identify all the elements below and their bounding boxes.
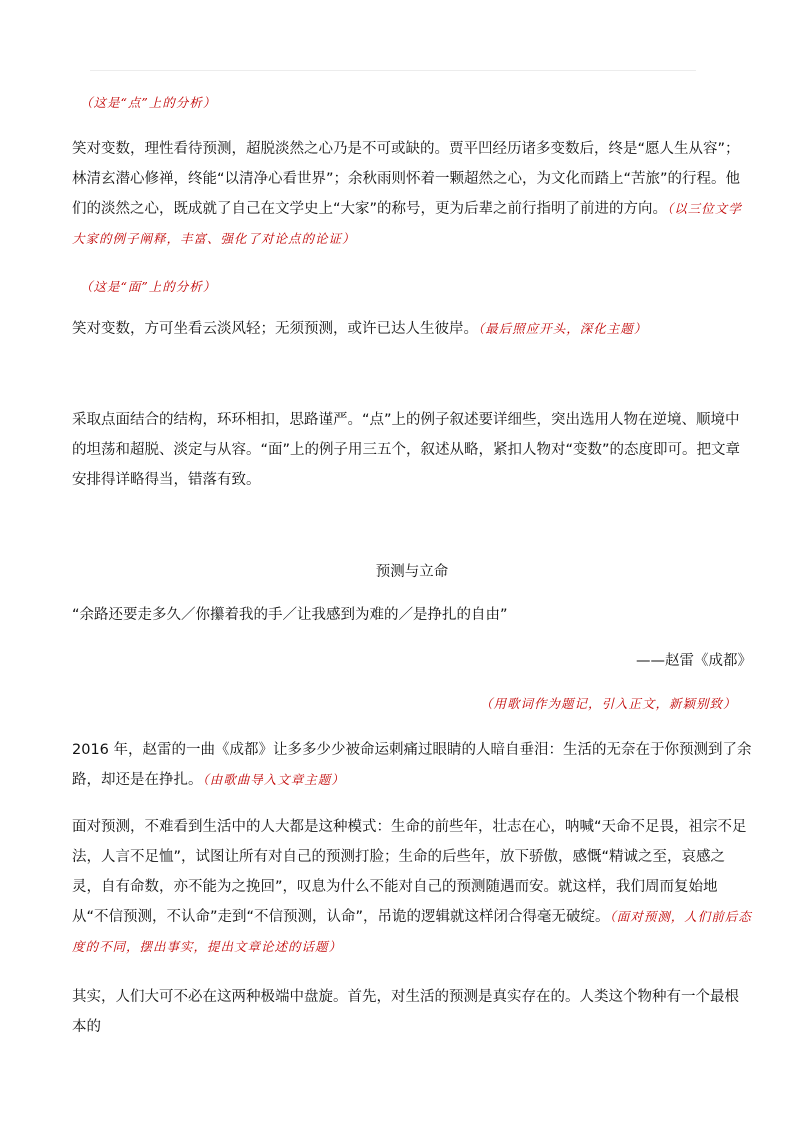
paragraph-4-text: 面对预测，不难看到生活中的人大都是这种模式：生命的前些年，壮志在心，呐喊“天命不足畏，祖宗不足法，人言不足恤”，试图让所有对自己的预测打脸；生命的后些年，放下骄傲，感慨“精诚之至，哀感之灵，自有命数，亦不能为之挽回”，叹息为什么不能对自己的预测随遇而安。就这样，我们周而复始地从“不信预测，不认命”走到“不信预测，认命”，吊诡的逻辑就这样闭合得毫无破绽。	[72, 819, 747, 925]
paragraph-3-annotation: （由歌曲导入文章主题）	[202, 772, 345, 787]
annotation-face-analysis: （这是“面”上的分析）	[80, 279, 217, 294]
epigraph-source-block	[72, 646, 752, 676]
paragraph-2-annotation: （最后照应开头，深化主题）	[478, 321, 648, 336]
paragraph-5	[72, 982, 752, 1042]
paragraph-4-annotation: （面对预测，人们前后态度的不同，摆出事实，提出文章论述的话题）	[72, 909, 752, 954]
header-rule	[90, 70, 696, 71]
paragraph-1	[72, 134, 752, 254]
epigraph: “余路还要走多久／你攥着我的手／让我感到为难的／是挣扎的自由”	[72, 607, 508, 623]
paragraph-1-annotation: （以三位文学大家的例子阐释，丰富、强化了对论点的论证）	[72, 201, 742, 246]
paragraph-4	[72, 812, 752, 962]
paragraph-3	[72, 735, 752, 795]
paragraph-1-text: 笑对变数，理性看待预测，超脱淡然之心乃是不可或缺的。贾平凹经历诸多变数后，终是“愿人生从容”；林清玄潜心修禅，终能“以清净心看世界”；余秋雨则怀着一颗超然之心，为文化而踏上“苦旅”的行程。他们的淡然之心，既成就了自己在文学史上“大家”的称号，更为后辈之前行指明了前进的方向。	[72, 141, 741, 217]
paragraph-2	[72, 314, 752, 344]
essay-title: 预测与立命	[375, 564, 449, 580]
annotation-point-analysis: （这是“点”上的分析）	[80, 95, 217, 110]
paragraph-5-text: 其实，人们大可不必在这两种极端中盘旋。首先，对生活的预测是真实存在的。人类这个物种有一个最根本的	[72, 989, 739, 1035]
paragraph-2-text: 笑对变数，方可坐看云淡风轻；无须预测，或许已达人生彼岸。	[72, 321, 478, 337]
epigraph-block	[72, 600, 752, 630]
epigraph-source: ——赵雷《成都》	[636, 653, 752, 669]
comment-paragraph	[72, 405, 752, 495]
paragraph-3-text: 2016 年，赵雷的一曲《成都》让多多少少被命运刺痛过眼睛的人暗自垂泪：生活的无奈在于你预测到了余路，却还是在挣扎。	[72, 742, 752, 788]
essay-title-block	[72, 557, 752, 587]
epigraph-annotation: （用歌词作为题记，引入正文，新颖别致）	[480, 696, 737, 711]
comment-text: 采取点面结合的结构，环环相扣，思路谨严。“点”上的例子叙述要详细些，突出选用人物在逆境、顺境中的坦荡和超脱、淡定与从容。“面”上的例子用三五个，叙述从略，紧扣人物对“变数”的态度即可。把文章安排得详略得当，错落有致。	[72, 412, 741, 488]
